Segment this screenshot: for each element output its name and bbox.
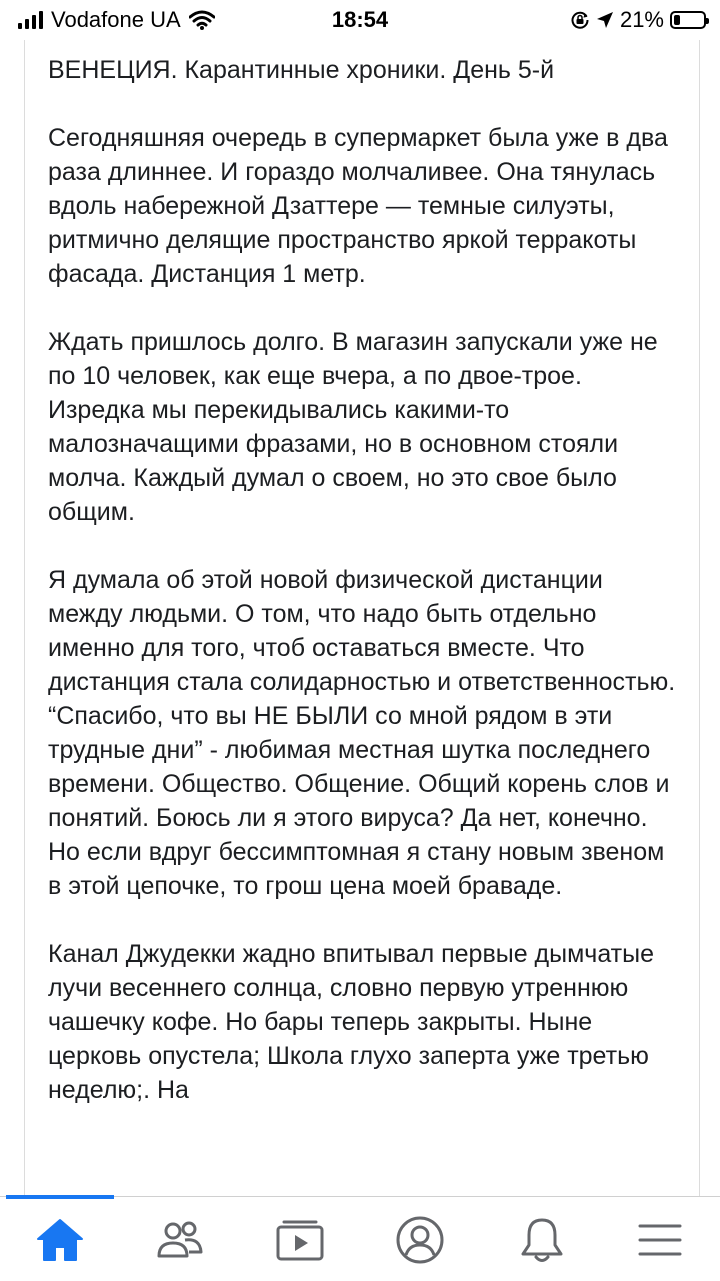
profile-icon (395, 1215, 445, 1265)
battery-percent: 21% (619, 7, 664, 32)
tab-friends[interactable] (150, 1215, 210, 1265)
tab-home[interactable] (30, 1215, 90, 1265)
orientation-lock-icon (570, 10, 590, 30)
article-text (25, 40, 699, 1107)
friends-icon (155, 1218, 205, 1262)
article-title: ВЕНЕЦИЯ. Карантинные хроники. День 5-й (48, 56, 555, 84)
post-content[interactable] (24, 40, 700, 1198)
status-bar (0, 0, 720, 40)
article-paragraph: Ждать пришлось долго. В магазин запускали уже не по 10 человек, как еще вчера, а по двое-трое. Изредка мы перекидывались какими-то малозначащими фразами, но в основном стояли молча. Каждый думал о своем, но это свое было общим. (48, 328, 658, 526)
battery-nub (706, 18, 709, 24)
bottom-tab-bar (0, 1196, 720, 1281)
article-paragraph: Сегодняшняя очередь в супермаркет была уже в два раза длиннее. И гораздо молчаливее. Она тянулась вдоль набережной Дзаттере — темные силуэты, ритмично делящие пространство яркой терракоты фасада. Дистанция 1 метр. (48, 124, 668, 288)
tab-menu[interactable] (630, 1215, 690, 1265)
watch-video-icon (275, 1218, 325, 1262)
article-paragraph: Я думала об этой новой физической дистанции между людьми. О том, что надо быть отдельно именно для того, чтоб оставаться вместе. Что дистанция стала солидарностью и ответственностью. “Спасибо, что вы НЕ БЫЛИ со мной рядом в эти трудные дни” - любимая местная шутка последнего времени. Общество. Общение. Общий корень слов и понятий. Боюсь ли я этого вируса? Да нет, конечно. Но если вдруг бессимптомная я стану новым звеном в этой цепочке, то грош цена моей браваде. (48, 566, 676, 900)
home-icon (36, 1217, 84, 1263)
carrier-name: Vodafone UA (51, 7, 181, 32)
article-paragraph: Канал Джудекки жадно впитывал первые дымчатые лучи весеннего солнца, словно первую утреннюю чашечку кофе. Но бары теперь закрыты. Ныне церковь опустела; Школа глухо заперта уже третью неделю;. На (48, 940, 654, 1104)
status-right (570, 7, 706, 33)
active-tab-indicator (6, 1195, 114, 1199)
tab-watch[interactable] (270, 1215, 330, 1265)
tab-profile[interactable] (390, 1215, 450, 1265)
menu-icon (637, 1220, 683, 1260)
location-icon (596, 11, 614, 29)
status-time: 18:54 (331, 7, 389, 32)
bell-icon (519, 1215, 565, 1265)
battery-icon (670, 11, 706, 29)
tab-notifications[interactable] (512, 1215, 572, 1265)
battery-fill (674, 15, 680, 25)
